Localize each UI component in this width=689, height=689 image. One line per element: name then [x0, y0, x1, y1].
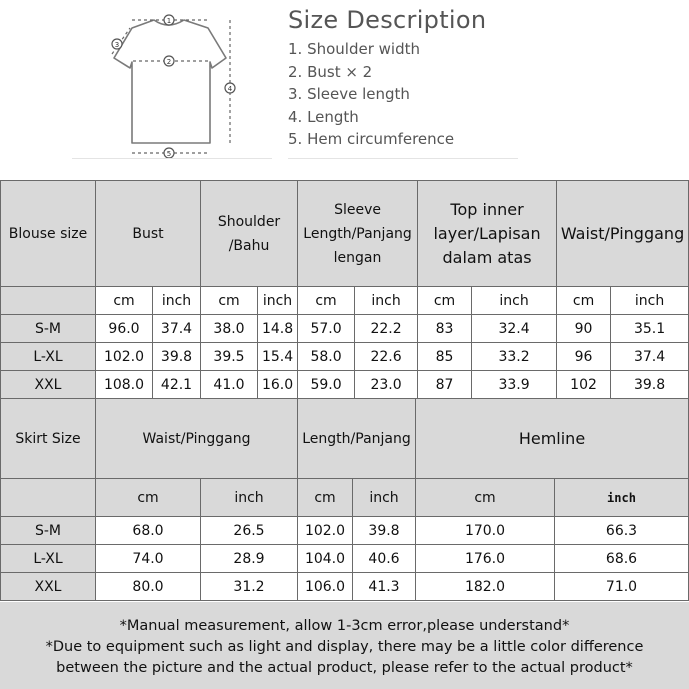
- unit-inch: inch: [201, 479, 298, 517]
- skirt-unit-row: [1, 479, 689, 517]
- table-row: [1, 517, 689, 545]
- table-cell: 176.0: [416, 545, 555, 573]
- tshirt-outline-icon: [114, 20, 226, 143]
- unit-cm: cm: [416, 479, 555, 517]
- description-item: 3. Sleeve length: [288, 85, 410, 103]
- note-line: between the picture and the actual product, please refer to the actual product*: [56, 660, 633, 676]
- table-cell: 59.0: [298, 371, 355, 399]
- marker-4: [225, 83, 235, 93]
- note-line: *Due to equipment such as light and display, there may be a little color difference: [45, 639, 644, 655]
- blouse-unit-row: [1, 287, 689, 315]
- marker-1: [164, 15, 174, 25]
- bust-header: Bust: [96, 181, 201, 287]
- table-cell: 58.0: [298, 343, 355, 371]
- table-cell: 57.0: [298, 315, 355, 343]
- svg-text:5: 5: [166, 150, 172, 158]
- table-cell: 39.8: [353, 517, 416, 545]
- description-item: 5. Hem circumference: [288, 130, 455, 148]
- svg-text:4: 4: [227, 85, 233, 93]
- unit-inch: inch: [153, 287, 201, 315]
- divider: [288, 158, 518, 159]
- table-cell: 28.9: [201, 545, 298, 573]
- blouse-size-header: Blouse size: [1, 181, 96, 287]
- table-cell: 39.8: [611, 371, 689, 399]
- table-cell: 39.8: [153, 343, 201, 371]
- table-row: [1, 343, 689, 371]
- table-cell: 182.0: [416, 573, 555, 601]
- table-cell: 87: [418, 371, 472, 399]
- unit-cm: cm: [298, 287, 355, 315]
- empty-cell: [1, 479, 96, 517]
- unit-cm: cm: [557, 287, 611, 315]
- marker-3: [112, 39, 122, 49]
- table-cell: 102.0: [96, 343, 153, 371]
- unit-inch: inch: [258, 287, 298, 315]
- unit-cm: cm: [298, 479, 353, 517]
- divider: [72, 158, 272, 159]
- size-description-list: [288, 38, 486, 151]
- unit-cm: cm: [96, 479, 201, 517]
- table-cell: 68.6: [555, 545, 689, 573]
- table-cell: 102: [557, 371, 611, 399]
- unit-cm: cm: [96, 287, 153, 315]
- table-cell: 74.0: [96, 545, 201, 573]
- size-label: L-XL: [1, 545, 96, 573]
- table-cell: 42.1: [153, 371, 201, 399]
- top-inner-layer-header: Top inner layer/Lapisan dalam atas: [418, 181, 557, 287]
- table-cell: 31.2: [201, 573, 298, 601]
- table-row: [1, 371, 689, 399]
- table-cell: 90: [557, 315, 611, 343]
- note-line: *Manual measurement, allow 1-3cm error,please understand*: [119, 618, 570, 634]
- table-cell: 85: [418, 343, 472, 371]
- blouse-header-row: [1, 181, 689, 287]
- svg-text:3: 3: [114, 41, 120, 49]
- size-label: S-M: [1, 315, 96, 343]
- table-cell: 41.3: [353, 573, 416, 601]
- skirt-size-header: Skirt Size: [1, 399, 96, 479]
- size-description-section: [0, 0, 689, 180]
- unit-cm: cm: [418, 287, 472, 315]
- table-cell: 40.6: [353, 545, 416, 573]
- table-cell: 80.0: [96, 573, 201, 601]
- unit-inch: inch: [355, 287, 418, 315]
- skirt-header-row: [1, 399, 689, 479]
- table-cell: 16.0: [258, 371, 298, 399]
- table-cell: 37.4: [611, 343, 689, 371]
- table-row: [1, 573, 689, 601]
- table-cell: 26.5: [201, 517, 298, 545]
- svg-text:2: 2: [166, 58, 172, 66]
- size-label: XXL: [1, 371, 96, 399]
- table-cell: 22.6: [355, 343, 418, 371]
- size-label: XXL: [1, 573, 96, 601]
- notes-section: [0, 602, 689, 689]
- table-cell: 38.0: [201, 315, 258, 343]
- unit-cm: cm: [201, 287, 258, 315]
- table-cell: 108.0: [96, 371, 153, 399]
- table-cell: 23.0: [355, 371, 418, 399]
- table-cell: 41.0: [201, 371, 258, 399]
- table-row: [1, 315, 689, 343]
- table-cell: 96: [557, 343, 611, 371]
- table-cell: 15.4: [258, 343, 298, 371]
- description-item: 2. Bust × 2: [288, 62, 373, 81]
- table-cell: 33.2: [472, 343, 557, 371]
- skirt-waist-header: Waist/Pinggang: [96, 399, 298, 479]
- svg-text:1: 1: [166, 17, 172, 25]
- skirt-length-header: Length/Panjang: [298, 399, 416, 479]
- table-cell: 33.9: [472, 371, 557, 399]
- size-label: L-XL: [1, 343, 96, 371]
- unit-inch: inch: [472, 287, 557, 315]
- table-cell: 22.2: [355, 315, 418, 343]
- unit-inch: inch: [555, 479, 689, 517]
- waist-header: Waist/Pinggang: [557, 181, 689, 287]
- skirt-size-table: [0, 398, 689, 601]
- table-row: [1, 545, 689, 573]
- table-cell: 68.0: [96, 517, 201, 545]
- blouse-size-table: [0, 180, 689, 399]
- table-cell: 104.0: [298, 545, 353, 573]
- shoulder-header: Shoulder /Bahu: [201, 181, 298, 287]
- table-cell: 102.0: [298, 517, 353, 545]
- size-description-title: Size Description: [288, 6, 487, 34]
- description-item: 1. Shoulder width: [288, 40, 420, 58]
- marker-5: [164, 148, 174, 158]
- description-item: 4. Length: [288, 107, 359, 126]
- table-cell: 37.4: [153, 315, 201, 343]
- size-label: S-M: [1, 517, 96, 545]
- table-cell: 39.5: [201, 343, 258, 371]
- table-cell: 14.8: [258, 315, 298, 343]
- table-cell: 35.1: [611, 315, 689, 343]
- table-cell: 71.0: [555, 573, 689, 601]
- empty-cell: [1, 287, 96, 315]
- sleeve-header: Sleeve Length/Panjang lengan: [298, 181, 418, 287]
- tshirt-diagram: [92, 6, 252, 161]
- table-cell: 96.0: [96, 315, 153, 343]
- table-cell: 170.0: [416, 517, 555, 545]
- marker-2: [164, 56, 174, 66]
- table-cell: 83: [418, 315, 472, 343]
- unit-inch: inch: [611, 287, 689, 315]
- table-cell: 32.4: [472, 315, 557, 343]
- size-description: [288, 6, 486, 151]
- table-cell: 106.0: [298, 573, 353, 601]
- table-cell: 66.3: [555, 517, 689, 545]
- unit-inch: inch: [353, 479, 416, 517]
- hemline-header: Hemline: [416, 399, 689, 479]
